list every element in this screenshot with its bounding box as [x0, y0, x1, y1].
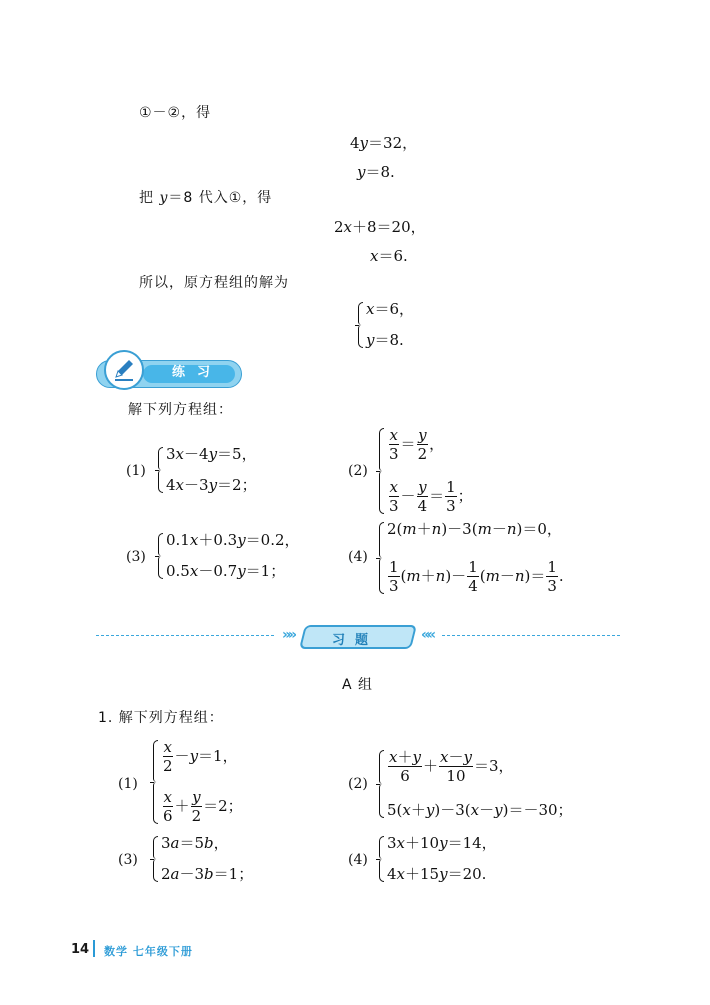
- practice-4-system: [376, 522, 564, 594]
- exercise-2-eq2: 5(x＋y)－3(x－y)＝－30；: [387, 801, 573, 819]
- practice-4-eq1: 2(m＋n)－3(m－n)＝0，: [387, 520, 562, 538]
- exercise-3-system: [150, 836, 253, 882]
- book-title: 数学 七年级下册: [104, 945, 193, 958]
- step-subtract-text: ①－②，得: [139, 105, 212, 121]
- practice-2-system: [376, 428, 473, 514]
- practice-2-eq2: $\frac{x}{3}$ － $\frac{y}{4}$ ＝ $\frac{1}{3}$ ；: [389, 478, 473, 515]
- exercise-3-eq2: 2a－3b＝1；: [161, 865, 254, 883]
- exercise-1-eq2: $\frac{x}{6}$ ＋ $\frac{y}{2}$ ＝2；: [163, 788, 243, 825]
- exercise-4-eq2: 4x＋15y＝20.: [387, 865, 487, 883]
- equation-4y: 4y＝32，: [350, 134, 418, 152]
- exercise-2-label: (2): [348, 776, 368, 792]
- exercises-banner-label: 习题: [332, 633, 379, 648]
- footer-divider: [93, 940, 95, 957]
- step-conclusion-text: 所以，原方程组的解为: [139, 275, 289, 291]
- step-substitute-text: 把 y＝8 代入①，得: [139, 190, 273, 206]
- practice-3-eq1: 0.1x＋0.3y＝0.2，: [166, 531, 300, 549]
- group-title: A 组: [342, 677, 374, 693]
- equation-y-value: y＝8.: [357, 163, 395, 181]
- practice-3-system: [155, 533, 300, 579]
- exercise-1-eq1: $\frac{x}{2}$ －y＝1，: [163, 738, 238, 775]
- exercise-1-system: [150, 740, 243, 824]
- practice-4-label: (4): [348, 549, 368, 565]
- exercise-1-label: (1): [118, 776, 138, 792]
- practice-1-eq2: 4x－3y＝2；: [166, 476, 257, 494]
- practice-2-eq1: $\frac{x}{3}$ ＝ $\frac{y}{2}$ ，: [389, 426, 445, 463]
- practice-2-label: (2): [348, 463, 368, 479]
- exercise-2-eq1: $\frac{x+y}{6}$ ＋ $\frac{x-y}{10}$ ＝3，: [389, 748, 514, 785]
- chevrons-left-icon: ««: [421, 627, 434, 643]
- question-1-prompt: 1. 解下列方程组：: [98, 710, 224, 726]
- solution-y: y＝8.: [366, 331, 404, 349]
- divider-left-line: [96, 635, 274, 636]
- equation-2x: 2x＋8＝20，: [334, 218, 426, 236]
- solution-x: x＝6，: [366, 300, 415, 318]
- practice-prompt: 解下列方程组：: [128, 402, 233, 418]
- solution-system: [355, 302, 414, 348]
- equation-x-value: x＝6.: [370, 247, 408, 265]
- exercise-4-eq1: 3x＋10y＝14，: [387, 834, 497, 852]
- practice-1-label: (1): [126, 463, 146, 479]
- exercise-2-system: [376, 750, 573, 818]
- exercise-4-system: [376, 836, 497, 882]
- pencil-icon: [104, 350, 144, 390]
- practice-3-label: (3): [126, 549, 146, 565]
- exercise-4-label: (4): [348, 852, 368, 868]
- divider-right-line: [442, 635, 620, 636]
- practice-banner-label: 练习: [172, 365, 223, 380]
- page-number: 14: [71, 942, 90, 957]
- chevrons-right-icon: »»: [282, 627, 295, 643]
- exercise-3-label: (3): [118, 852, 138, 868]
- practice-1-system: [155, 447, 257, 493]
- exercise-3-eq1: 3a＝5b，: [161, 834, 229, 852]
- practice-1-eq1: 3x－4y＝5，: [166, 445, 257, 463]
- practice-4-eq2: $\frac{1}{3}$ (m＋n)－ $\frac{1}{4}$ (m－n)＝ $\frac{1}{3}$ .: [389, 558, 564, 595]
- practice-3-eq2: 0.5x－0.7y＝1；: [166, 562, 286, 580]
